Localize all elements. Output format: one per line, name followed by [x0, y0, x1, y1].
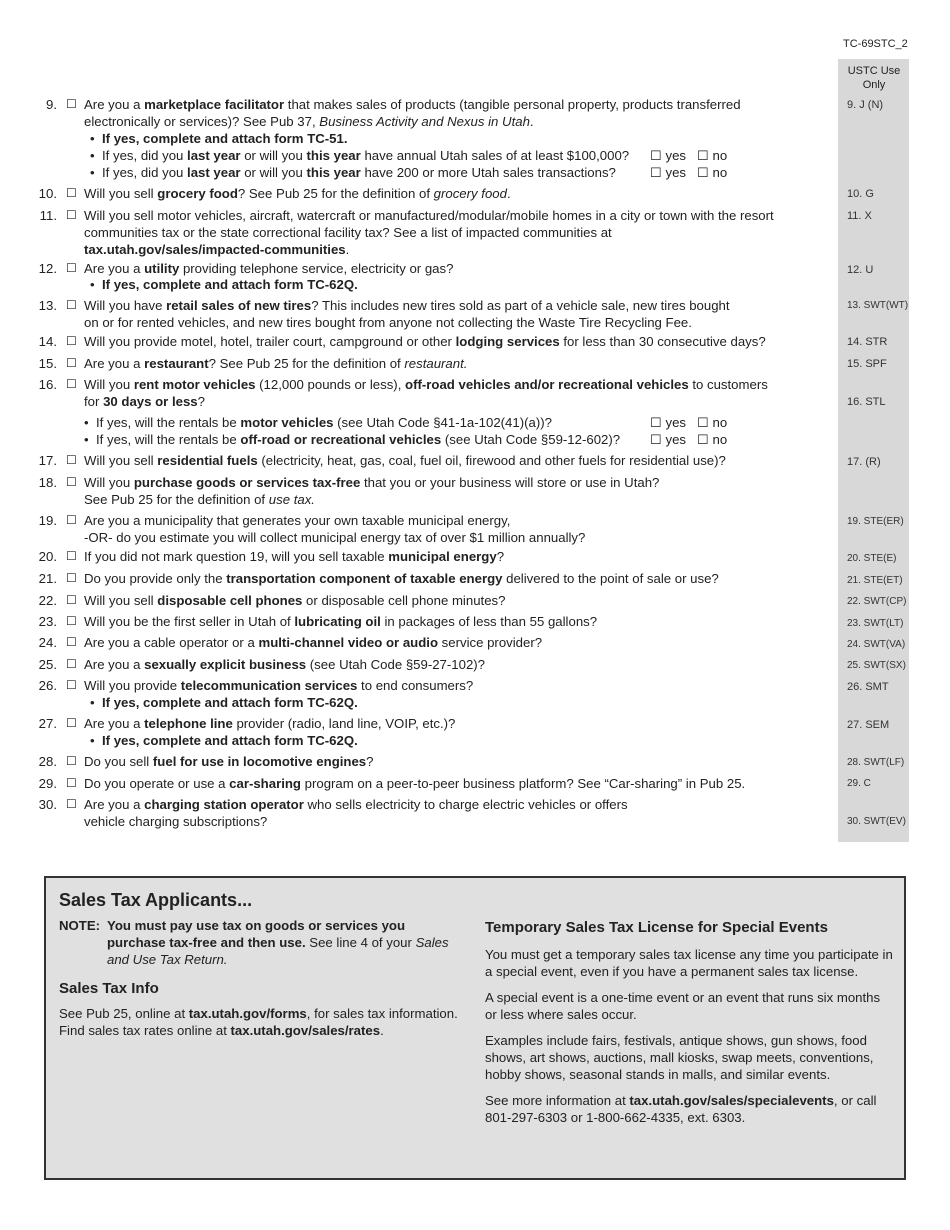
- yes-no-options: ☐ yes ☐ no: [650, 148, 728, 163]
- sub-question: • If yes, will the rentals be off-road or recreational vehicles (see Utah Code §59-12-602)?: [84, 432, 621, 447]
- ustc-code: 26. SMT: [847, 681, 889, 693]
- ustc-code: 20. STE(E): [847, 553, 897, 564]
- yes-no-options: ☐ yes ☐ no: [650, 415, 728, 430]
- question-checkbox[interactable]: ☐: [66, 716, 77, 730]
- no-checkbox[interactable]: ☐: [697, 415, 709, 430]
- question-checkbox[interactable]: ☐: [66, 475, 77, 489]
- question-checkbox[interactable]: ☐: [66, 261, 77, 275]
- ustc-code: 12. U: [847, 264, 874, 276]
- ustc-code: 9. J (N): [847, 99, 884, 111]
- ustc-code: 29. C: [847, 778, 871, 789]
- question-checkbox[interactable]: ☐: [66, 97, 77, 111]
- ustc-code: 27. SEM: [847, 719, 890, 731]
- temporary-license-p4: See more information at tax.utah.gov/sales/specialevents, or call 801-297-6303 or 1-800-662-4335, ext. 6303.: [485, 1093, 877, 1125]
- ustc-code: 11. X: [847, 210, 872, 222]
- yes-checkbox[interactable]: ☐: [650, 432, 662, 447]
- yes-no-options: ☐ yes ☐ no: [650, 165, 728, 180]
- question-checkbox[interactable]: ☐: [66, 549, 77, 563]
- ustc-code: 15. SPF: [847, 358, 887, 370]
- yes-checkbox[interactable]: ☐: [650, 148, 662, 163]
- box-title: Sales Tax Applicants...: [59, 890, 253, 910]
- sub-question: • If yes, did you last year or will you this year have annual Utah sales of at least $100,000?: [90, 148, 630, 163]
- ustc-code: 14. STR: [847, 336, 888, 348]
- ustc-code: 17. (R): [847, 456, 881, 468]
- temporary-license-p1: You must get a temporary sales tax license any time you participate in a special event, even if you have a permanent sales tax license.: [485, 947, 893, 979]
- ustc-use-header: USTC Use Only: [847, 65, 901, 91]
- temporary-license-p2: A special event is a one-time event or an event that runs six months or less where sales occur.: [485, 990, 881, 1022]
- no-checkbox[interactable]: ☐: [697, 432, 709, 447]
- sub-question: • If yes, will the rentals be motor vehicles (see Utah Code §41-1a-102(41)(a))?: [84, 415, 552, 430]
- sales-tax-applicants-box: [44, 876, 906, 1180]
- question-checkbox[interactable]: ☐: [66, 208, 77, 222]
- note-label: NOTE:: [59, 918, 101, 933]
- ustc-code: 25. SWT(SX): [847, 660, 906, 671]
- question-checkbox[interactable]: ☐: [66, 513, 77, 527]
- box-right-column: [485, 919, 895, 1126]
- ustc-code: 22. SWT(CP): [847, 596, 907, 607]
- question-checkbox[interactable]: ☐: [66, 377, 77, 391]
- question-checkbox[interactable]: ☐: [66, 453, 77, 467]
- ustc-code: 30. SWT(EV): [847, 816, 906, 827]
- no-checkbox[interactable]: ☐: [697, 165, 709, 180]
- sub-instruction: • If yes, complete and attach form TC-51.: [90, 131, 348, 146]
- sub-instruction: • If yes, complete and attach form TC-62Q.: [90, 277, 358, 292]
- question-checkbox[interactable]: ☐: [66, 678, 77, 692]
- no-checkbox[interactable]: ☐: [697, 148, 709, 163]
- question-checkbox[interactable]: ☐: [66, 797, 77, 811]
- ustc-code: 21. STE(ET): [847, 575, 903, 586]
- question-checkbox[interactable]: ☐: [66, 334, 77, 348]
- question-checkbox[interactable]: ☐: [66, 571, 77, 585]
- question-checkbox[interactable]: ☐: [66, 356, 77, 370]
- sub-instruction: • If yes, complete and attach form TC-62Q.: [90, 695, 358, 710]
- ustc-code: 16. STL: [847, 396, 886, 408]
- ustc-code: 10. G: [847, 188, 874, 200]
- sales-tax-info-heading: Sales Tax Info: [59, 980, 159, 997]
- yes-checkbox[interactable]: ☐: [650, 165, 662, 180]
- question-checkbox[interactable]: ☐: [66, 298, 77, 312]
- yes-no-options: ☐ yes ☐ no: [650, 432, 728, 447]
- temporary-license-p3: Examples include fairs, festivals, antique shows, gun shows, food shows, art shows, auctions, mall kiosks, swap meets, conventions, hobby shows, seasonal stands in malls, and similar events.: [485, 1033, 874, 1082]
- ustc-code: 13. SWT(WT): [847, 300, 909, 311]
- sub-question: • If yes, did you last year or will you this year have 200 or more Utah sales transactions?: [90, 165, 616, 180]
- ustc-code: 23. SWT(LT): [847, 618, 904, 629]
- question-checkbox[interactable]: ☐: [66, 657, 77, 671]
- ustc-code: 19. STE(ER): [847, 516, 904, 527]
- question-checkbox[interactable]: ☐: [66, 186, 77, 200]
- temporary-license-heading: Temporary Sales Tax License for Special Events: [485, 919, 828, 936]
- question-number: 9.: [46, 97, 57, 112]
- form-id: TC-69STC_2: [843, 38, 908, 50]
- ustc-code: 28. SWT(LF): [847, 757, 905, 768]
- ustc-code: 24. SWT(VA): [847, 639, 906, 650]
- box-left-column: [59, 892, 464, 1039]
- question-checkbox[interactable]: ☐: [66, 614, 77, 628]
- question-checkbox[interactable]: ☐: [66, 776, 77, 790]
- question-checkbox[interactable]: ☐: [66, 593, 77, 607]
- note: NOTE: You must pay use tax on goods or services you purchase tax-free and then use. See line 4 of your Sales and Use Tax Return.: [59, 918, 449, 967]
- yes-checkbox[interactable]: ☐: [650, 415, 662, 430]
- sales-tax-info-text: See Pub 25, online at tax.utah.gov/forms, for sales tax information. Find sales tax rates online at tax.utah.gov/sales/rates.: [59, 1006, 458, 1038]
- question-checkbox[interactable]: ☐: [66, 754, 77, 768]
- sub-instruction: • If yes, complete and attach form TC-62Q.: [90, 733, 358, 748]
- question-checkbox[interactable]: ☐: [66, 635, 77, 649]
